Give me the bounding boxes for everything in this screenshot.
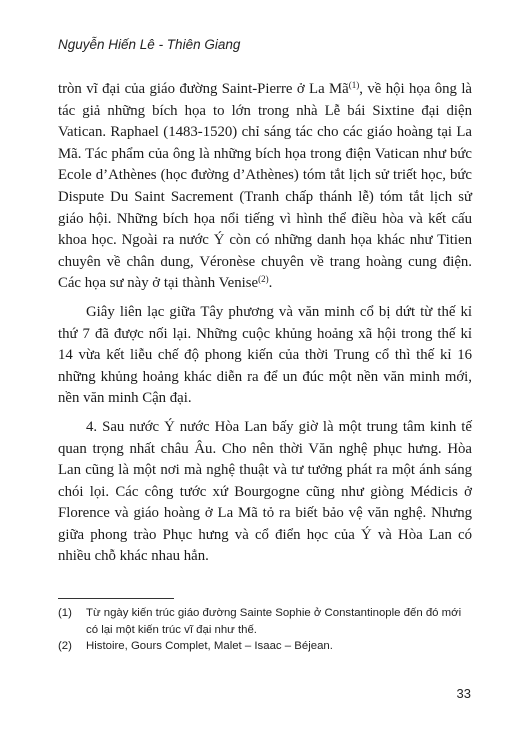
footnote-2-mark: (2) xyxy=(58,640,72,653)
footnote-1-text: Từ ngày kiến trúc giáo đường Sainte Sophie ở Constantinople đến đó mới có lại một kiến trúc vĩ đại như thế. xyxy=(86,607,462,636)
paragraph-1-start: tròn vĩ đại của giáo đường Saint-Pierre ở La Mã xyxy=(58,81,349,97)
paragraph-3: 4. Sau nước Ý nước Hòa Lan bấy giờ là một trung tâm kinh tế quan trọng nhất châu Âu. Cho nên thời Văn nghệ phục hưng. Hòa Lan cũng là một nơi mà nghệ thuật và tư tưởng phát ra một ánh sáng chói lọi. Các công tước xứ Bourgogne cũng như giòng Médicis ở Florence và giáo hoàng ở La Mã tỏ ra biết bảo vệ văn nghệ. Nhưng giữa phong trào Phục hưng và cổ điển học của Ý và Hòa Lan có nhiều chỗ khác nhau hẳn. xyxy=(58,418,472,565)
footnote-ref-1: (1) xyxy=(348,80,360,90)
body-text xyxy=(58,79,472,568)
paragraph-2: Giây liên lạc giữa Tây phương và văn minh cổ bị dứt từ thế kỉ thứ 7 đã được nối lại. Những cuộc khủng hoảng xã hội trong thế kỉ 14 vừa kết liễu chế độ phong kiến của thời Trung cổ thì thế kỉ 16 những khủng hoảng khác diễn ra để un đúc một nền văn minh mới, nền văn minh Cận đại. xyxy=(58,303,472,407)
footnote-ref-2: (2) xyxy=(258,274,269,285)
footnote-1 xyxy=(58,605,472,638)
footnotes xyxy=(58,605,472,655)
paragraph-1-middle: , về hội họa ông là tác giả những bích họa to lớn trong nhà Lễ bái Sixtine đại diện Vatican. Raphael (1483-1520) chỉ sáng tác cho các giáo hoàng tại La Mã. Tác phẩm của ông là những bích họa trong điện Vatican như bức Ecole d’Athènes (học đường d’Athènes) tóm tắt lịch sử triết học, bức Dispute Du Saint Sacrement (Tranh chấp thánh lễ) tóm tắt lịch sử giáo hội. Những bích họa nổi tiếng vì hình thể điều hòa và kết cấu khoa học. Ngoài ra nước Ý còn có những danh họa khác như Titien chuyên về chân dung, Véronèse chuyên về trang hoàng cung điện. Các họa sư này ở tại thành Venise xyxy=(58,81,472,292)
page-number: 33 xyxy=(456,686,471,701)
footnote-separator xyxy=(58,598,174,599)
paragraph-1 xyxy=(58,79,472,295)
running-header: Nguyễn Hiến Lê - Thiên Giang xyxy=(58,37,241,52)
footnote-1-mark: (1) xyxy=(58,607,72,619)
paragraph-1-end: . xyxy=(268,275,273,292)
footnote-2-text: Histoire, Gours Complet, Malet – Isaac – Béjean. xyxy=(86,640,333,653)
footnote-2 xyxy=(58,638,472,655)
